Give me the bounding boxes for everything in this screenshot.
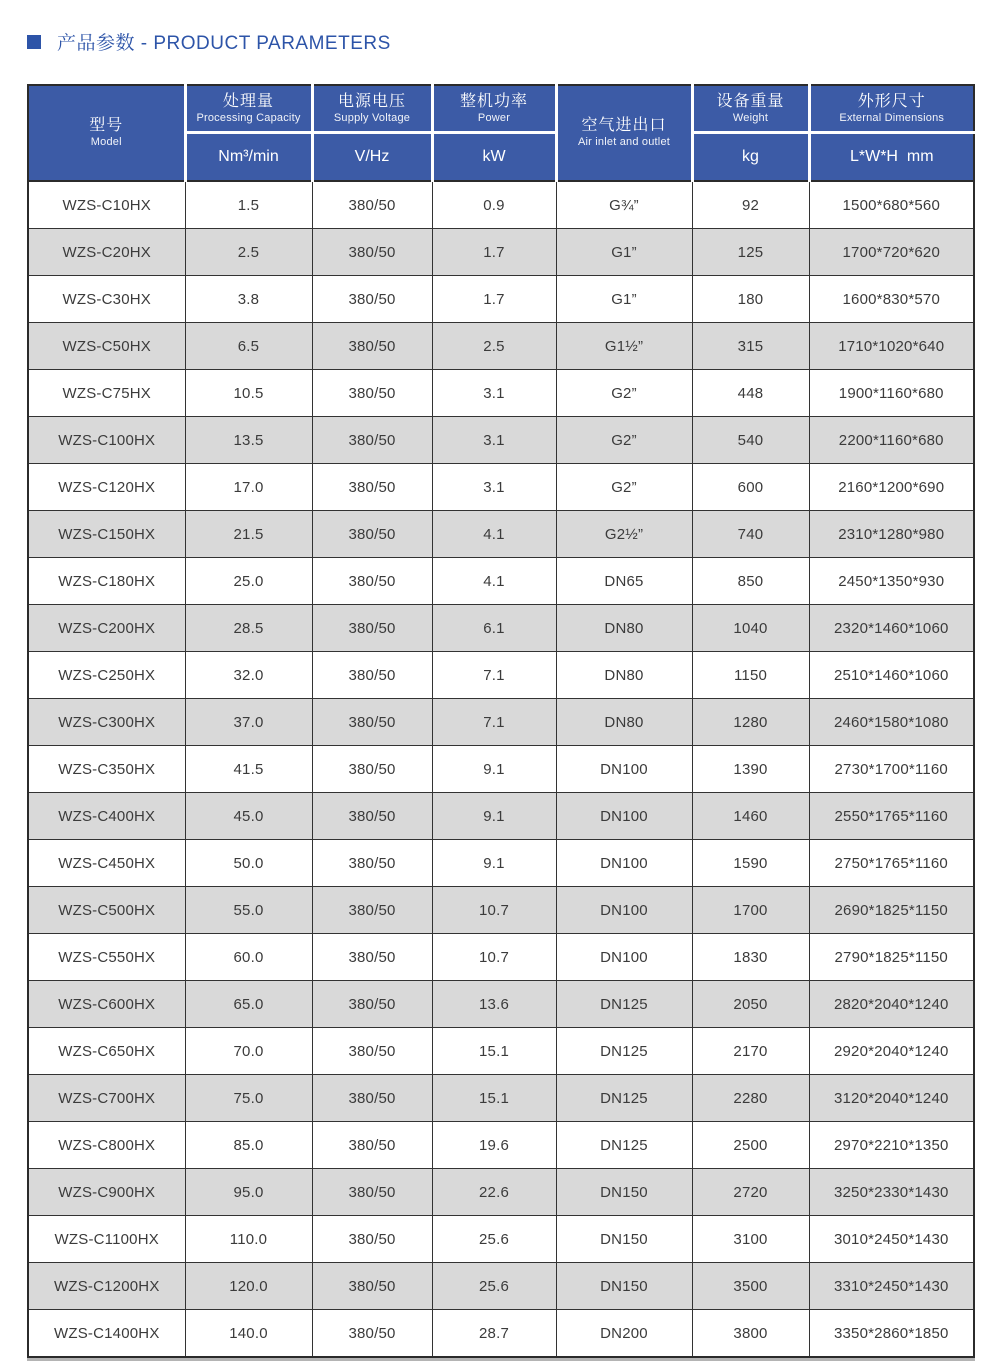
table-cell: 850: [692, 558, 809, 605]
table-cell: 19.6: [432, 1122, 556, 1169]
table-cell: 380/50: [312, 229, 432, 276]
table-cell: 2170: [692, 1028, 809, 1075]
table-cell: 2550*1765*1160: [809, 793, 974, 840]
table-cell: 21.5: [185, 511, 312, 558]
table-cell: 2050: [692, 981, 809, 1028]
table-cell: 13.6: [432, 981, 556, 1028]
table-cell: 120.0: [185, 1263, 312, 1310]
table-cell: DN125: [556, 981, 692, 1028]
table-row: [28, 793, 974, 840]
table-cell: 3.8: [185, 276, 312, 323]
table-cell: 600: [692, 464, 809, 511]
col-unit-capacity: Nm³/min: [185, 133, 312, 182]
table-cell: 380/50: [312, 511, 432, 558]
col-header-model-zh: 型号: [89, 117, 124, 135]
table-cell: 448: [692, 370, 809, 417]
table-cell: 1590: [692, 840, 809, 887]
table-cell: 45.0: [185, 793, 312, 840]
model-cell: WZS-C30HX: [28, 276, 185, 323]
table-cell: 25.6: [432, 1263, 556, 1310]
col-header-model-en: Model: [90, 136, 122, 149]
table-cell: G2”: [556, 464, 692, 511]
table-cell: DN100: [556, 793, 692, 840]
section-title: 产品参数 - PRODUCT PARAMETERS: [57, 33, 391, 54]
table-row: [28, 370, 974, 417]
col-header-power: [432, 85, 556, 133]
table-cell: 380/50: [312, 558, 432, 605]
model-cell: WZS-C1400HX: [28, 1310, 185, 1358]
table-cell: DN65: [556, 558, 692, 605]
table-row: [28, 229, 974, 276]
table-row: [28, 276, 974, 323]
table-cell: 3800: [692, 1310, 809, 1358]
model-cell: WZS-C700HX: [28, 1075, 185, 1122]
table-row: [28, 605, 974, 652]
table-cell: DN100: [556, 840, 692, 887]
table-cell: DN150: [556, 1216, 692, 1263]
table-cell: 60.0: [185, 934, 312, 981]
table-cell: 380/50: [312, 1122, 432, 1169]
table-body: [28, 181, 974, 1357]
table-row: [28, 746, 974, 793]
table-cell: 380/50: [312, 840, 432, 887]
table-cell: 380/50: [312, 1310, 432, 1358]
table-cell: 380/50: [312, 1075, 432, 1122]
table-cell: 180: [692, 276, 809, 323]
table-cell: 380/50: [312, 605, 432, 652]
table-cell: 380/50: [312, 1216, 432, 1263]
table-cell: 1390: [692, 746, 809, 793]
table-cell: 65.0: [185, 981, 312, 1028]
table-cell: G2½”: [556, 511, 692, 558]
model-cell: WZS-C10HX: [28, 181, 185, 229]
table-cell: 2790*1825*1150: [809, 934, 974, 981]
model-cell: WZS-C100HX: [28, 417, 185, 464]
col-header-voltage-en: Supply Voltage: [333, 111, 411, 124]
table-cell: 4.1: [432, 558, 556, 605]
table-cell: 50.0: [185, 840, 312, 887]
col-header-air: [556, 85, 692, 181]
table-cell: G1”: [556, 276, 692, 323]
col-header-weight-en: Weight: [732, 111, 769, 124]
table-row: [28, 558, 974, 605]
table-cell: 7.1: [432, 699, 556, 746]
table-cell: 15.1: [432, 1075, 556, 1122]
col-header-capacity-en: Processing Capacity: [196, 111, 301, 124]
table-cell: 1.7: [432, 276, 556, 323]
table-cell: 1.7: [432, 229, 556, 276]
table-cell: G2”: [556, 417, 692, 464]
col-header-model: [28, 85, 185, 181]
table-cell: 1830: [692, 934, 809, 981]
col-unit-voltage: V/Hz: [312, 133, 432, 182]
table-cell: 2690*1825*1150: [809, 887, 974, 934]
table-row: [28, 840, 974, 887]
table-cell: 55.0: [185, 887, 312, 934]
col-header-voltage: [312, 85, 432, 133]
table-cell: 125: [692, 229, 809, 276]
table-cell: 2160*1200*690: [809, 464, 974, 511]
table-cell: DN100: [556, 934, 692, 981]
table-row: [28, 464, 974, 511]
table-cell: 2310*1280*980: [809, 511, 974, 558]
table-cell: G1½”: [556, 323, 692, 370]
table-cell: 1150: [692, 652, 809, 699]
col-header-weight: [692, 85, 809, 133]
table-cell: DN125: [556, 1028, 692, 1075]
table-cell: 2320*1460*1060: [809, 605, 974, 652]
table-cell: DN150: [556, 1263, 692, 1310]
table-cell: 1700*720*620: [809, 229, 974, 276]
table-cell: 3120*2040*1240: [809, 1075, 974, 1122]
table-cell: 2460*1580*1080: [809, 699, 974, 746]
col-unit-power: kW: [432, 133, 556, 182]
col-header-air-en: Air inlet and outlet: [577, 136, 671, 149]
table-cell: 10.7: [432, 887, 556, 934]
table-cell: 2280: [692, 1075, 809, 1122]
table-cell: 9.1: [432, 793, 556, 840]
table-cell: 315: [692, 323, 809, 370]
model-cell: WZS-C500HX: [28, 887, 185, 934]
table-cell: 380/50: [312, 934, 432, 981]
table-cell: 380/50: [312, 887, 432, 934]
table-row: [28, 1169, 974, 1216]
model-cell: WZS-C400HX: [28, 793, 185, 840]
table-cell: 380/50: [312, 1263, 432, 1310]
table-cell: 10.7: [432, 934, 556, 981]
table-cell: 95.0: [185, 1169, 312, 1216]
table-cell: 380/50: [312, 276, 432, 323]
table-cell: G1”: [556, 229, 692, 276]
table-cell: 540: [692, 417, 809, 464]
model-cell: WZS-C120HX: [28, 464, 185, 511]
table-cell: 2200*1160*680: [809, 417, 974, 464]
table-row: [28, 1263, 974, 1310]
col-header-power-zh: 整机功率: [459, 92, 528, 110]
model-cell: WZS-C1200HX: [28, 1263, 185, 1310]
table-cell: 2820*2040*1240: [809, 981, 974, 1028]
model-cell: WZS-C600HX: [28, 981, 185, 1028]
table-cell: 2920*2040*1240: [809, 1028, 974, 1075]
table-cell: 2970*2210*1350: [809, 1122, 974, 1169]
model-cell: WZS-C450HX: [28, 840, 185, 887]
col-header-air-zh: 空气进出口: [581, 117, 667, 135]
model-cell: WZS-C1100HX: [28, 1216, 185, 1263]
table-cell: 10.5: [185, 370, 312, 417]
table-cell: DN200: [556, 1310, 692, 1358]
table-cell: 9.1: [432, 746, 556, 793]
model-cell: WZS-C650HX: [28, 1028, 185, 1075]
col-header-capacity: [185, 85, 312, 133]
model-cell: WZS-C180HX: [28, 558, 185, 605]
table-cell: 140.0: [185, 1310, 312, 1358]
col-unit-weight: kg: [692, 133, 809, 182]
table-cell: 3250*2330*1430: [809, 1169, 974, 1216]
col-unit-dimensions: L*W*H mm: [809, 133, 974, 182]
table-row: [28, 181, 974, 229]
table-row: [28, 1310, 974, 1358]
table-cell: G¾”: [556, 181, 692, 229]
table-cell: DN80: [556, 652, 692, 699]
table-cell: 1460: [692, 793, 809, 840]
table-cell: DN125: [556, 1122, 692, 1169]
table-cell: 1500*680*560: [809, 181, 974, 229]
table-cell: 92: [692, 181, 809, 229]
col-header-power-en: Power: [477, 111, 511, 124]
table-cell: 3.1: [432, 370, 556, 417]
table-row: [28, 652, 974, 699]
table-cell: 28.7: [432, 1310, 556, 1358]
table-cell: DN100: [556, 887, 692, 934]
table-row: [28, 511, 974, 558]
table-cell: 85.0: [185, 1122, 312, 1169]
table-cell: 1.5: [185, 181, 312, 229]
table-cell: DN150: [556, 1169, 692, 1216]
table-cell: 380/50: [312, 370, 432, 417]
table-cell: 13.5: [185, 417, 312, 464]
col-header-dimensions-zh: 外形尺寸: [857, 92, 926, 110]
table-cell: DN100: [556, 746, 692, 793]
table-cell: 70.0: [185, 1028, 312, 1075]
model-cell: WZS-C250HX: [28, 652, 185, 699]
section-header: [27, 28, 391, 55]
table-cell: 380/50: [312, 464, 432, 511]
model-cell: WZS-C200HX: [28, 605, 185, 652]
table-cell: 1900*1160*680: [809, 370, 974, 417]
col-header-dimensions-en: External Dimensions: [839, 111, 945, 124]
table-cell: 17.0: [185, 464, 312, 511]
table-cell: 1040: [692, 605, 809, 652]
table-cell: 3500: [692, 1263, 809, 1310]
table-cell: 1700: [692, 887, 809, 934]
table-cell: G2”: [556, 370, 692, 417]
table-cell: 380/50: [312, 1169, 432, 1216]
model-cell: WZS-C75HX: [28, 370, 185, 417]
model-cell: WZS-C350HX: [28, 746, 185, 793]
model-cell: WZS-C20HX: [28, 229, 185, 276]
model-cell: WZS-C900HX: [28, 1169, 185, 1216]
table-cell: 1600*830*570: [809, 276, 974, 323]
table-cell: 380/50: [312, 181, 432, 229]
table-cell: 110.0: [185, 1216, 312, 1263]
table-cell: 380/50: [312, 793, 432, 840]
col-header-weight-zh: 设备重量: [716, 92, 785, 110]
table-cell: 380/50: [312, 417, 432, 464]
col-header-capacity-zh: 处理量: [222, 92, 274, 110]
table-cell: 41.5: [185, 746, 312, 793]
table-cell: 22.6: [432, 1169, 556, 1216]
table-cell: 2730*1700*1160: [809, 746, 974, 793]
table-cell: 6.5: [185, 323, 312, 370]
table-cell: 25.0: [185, 558, 312, 605]
table-cell: 380/50: [312, 323, 432, 370]
table-cell: 2510*1460*1060: [809, 652, 974, 699]
section-bullet-icon: [27, 35, 41, 49]
table-row: [28, 934, 974, 981]
model-cell: WZS-C550HX: [28, 934, 185, 981]
table-row: [28, 887, 974, 934]
table-row: [28, 1122, 974, 1169]
table-cell: 2750*1765*1160: [809, 840, 974, 887]
table-cell: 2450*1350*930: [809, 558, 974, 605]
table-cell: DN80: [556, 699, 692, 746]
table-cell: 380/50: [312, 1028, 432, 1075]
table-cell: 6.1: [432, 605, 556, 652]
table-cell: 28.5: [185, 605, 312, 652]
table-cell: 2.5: [432, 323, 556, 370]
model-cell: WZS-C150HX: [28, 511, 185, 558]
table-row: [28, 1028, 974, 1075]
table-cell: 25.6: [432, 1216, 556, 1263]
table-cell: DN80: [556, 605, 692, 652]
model-cell: WZS-C50HX: [28, 323, 185, 370]
model-cell: WZS-C300HX: [28, 699, 185, 746]
table-cell: 9.1: [432, 840, 556, 887]
table-row: [28, 323, 974, 370]
table-cell: 0.9: [432, 181, 556, 229]
table-cell: DN125: [556, 1075, 692, 1122]
table-cell: 3.1: [432, 464, 556, 511]
table-cell: 3010*2450*1430: [809, 1216, 974, 1263]
table-cell: 740: [692, 511, 809, 558]
table-cell: 3350*2860*1850: [809, 1310, 974, 1358]
table-cell: 4.1: [432, 511, 556, 558]
table-cell: 380/50: [312, 652, 432, 699]
table-cell: 1280: [692, 699, 809, 746]
table-header-row-main: [28, 85, 974, 133]
product-parameters-table: [27, 84, 975, 1358]
table-cell: 3.1: [432, 417, 556, 464]
table-cell: 2.5: [185, 229, 312, 276]
model-cell: WZS-C800HX: [28, 1122, 185, 1169]
table-header: [28, 85, 974, 181]
table-cell: 75.0: [185, 1075, 312, 1122]
table-cell: 3100: [692, 1216, 809, 1263]
table-row: [28, 1075, 974, 1122]
col-header-voltage-zh: 电源电压: [337, 92, 406, 110]
table-cell: 2500: [692, 1122, 809, 1169]
table-cell: 32.0: [185, 652, 312, 699]
table-cell: 380/50: [312, 699, 432, 746]
table-cell: 15.1: [432, 1028, 556, 1075]
table-cell: 7.1: [432, 652, 556, 699]
table-row: [28, 981, 974, 1028]
table-cell: 380/50: [312, 746, 432, 793]
table-cell: 37.0: [185, 699, 312, 746]
table-cell: 380/50: [312, 981, 432, 1028]
table-row: [28, 1216, 974, 1263]
table-row: [28, 417, 974, 464]
table-row: [28, 699, 974, 746]
col-header-dimensions: [809, 85, 974, 133]
table-cell: 3310*2450*1430: [809, 1263, 974, 1310]
table-cell: 1710*1020*640: [809, 323, 974, 370]
table-cell: 2720: [692, 1169, 809, 1216]
